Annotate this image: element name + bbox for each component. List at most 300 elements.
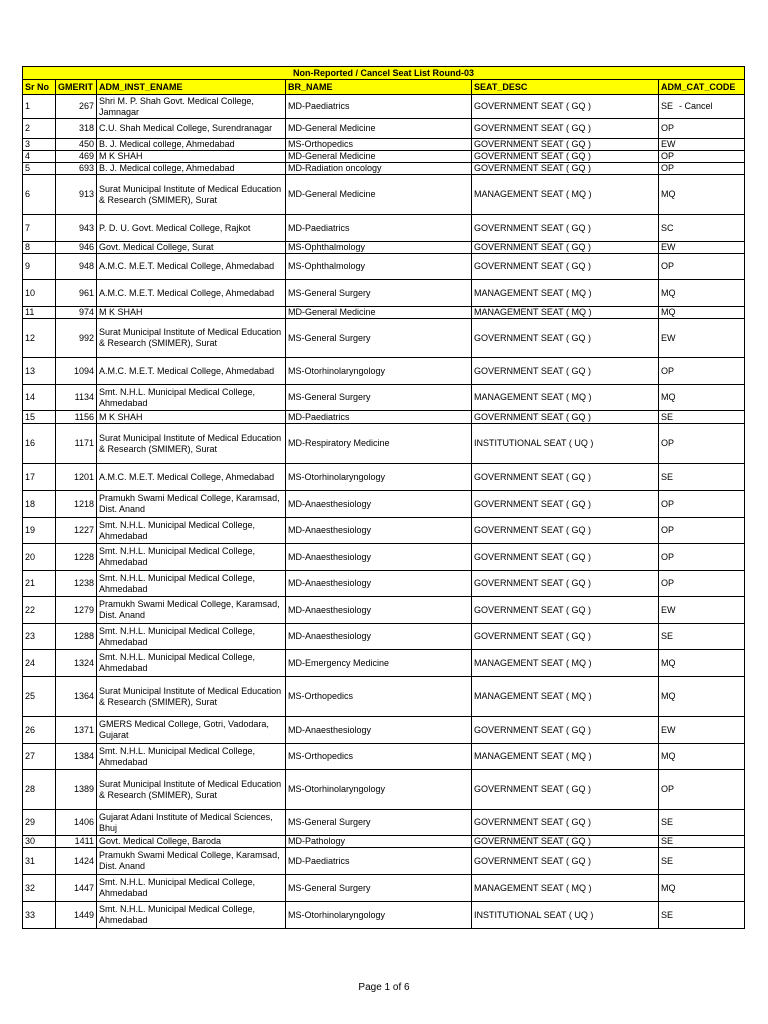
- seat-desc-cell: [472, 677, 659, 717]
- seat-desc-cell: [472, 307, 659, 319]
- institute-cell-text: Surat Municipal Institute of Medical Education & Research (SMIMER), Surat: [99, 327, 282, 348]
- branch-cell-text: MS-General Surgery: [288, 287, 371, 298]
- table-row: [23, 650, 745, 677]
- institute-cell: [97, 215, 286, 242]
- seat-desc-cell-text: GOVERNMENT SEAT ( GQ ): [474, 332, 592, 343]
- branch-cell-text: MD-General Medicine: [288, 189, 376, 199]
- seat-desc-cell-text: MANAGEMENT SEAT ( MQ ): [474, 189, 592, 199]
- gmerit-cell-text: 913: [78, 189, 94, 199]
- col-header-gmerit: GMERIT: [56, 80, 97, 95]
- gmerit-cell: [56, 464, 97, 491]
- table-row: [23, 464, 745, 491]
- branch-cell-text: MD-General Medicine: [288, 123, 376, 133]
- institute-cell: [97, 95, 286, 119]
- sr-no-cell: [23, 744, 56, 770]
- institute-cell-text: A.M.C. M.E.T. Medical College, Ahmedabad: [99, 365, 275, 376]
- table-row: [23, 151, 745, 163]
- sr-no-cell: [23, 491, 56, 518]
- gmerit-cell: [56, 358, 97, 385]
- institute-cell-text: P. D. U. Govt. Medical College, Rajkot: [99, 222, 251, 233]
- institute-cell-text: Surat Municipal Institute of Medical Education & Research (SMIMER), Surat: [99, 778, 282, 800]
- branch-cell: [286, 744, 472, 770]
- category-cell: [659, 464, 745, 491]
- institute-cell-text: Smt. N.H.L. Municipal Medical College, Ahmedabad: [99, 625, 256, 647]
- category-cell-text: OP: [661, 498, 675, 509]
- category-cell: [659, 810, 745, 836]
- sr-no-cell-text: 23: [25, 631, 36, 641]
- seat-desc-cell: [472, 624, 659, 650]
- seat-desc-cell-text: GOVERNMENT SEAT ( GQ ): [474, 261, 592, 271]
- sr-no-cell-text: 22: [25, 604, 36, 615]
- gmerit-cell: [56, 254, 97, 280]
- sr-no-cell: [23, 215, 56, 242]
- category-cell: [659, 175, 745, 215]
- seat-desc-cell: [472, 650, 659, 677]
- branch-cell: [286, 810, 472, 836]
- branch-cell: [286, 280, 472, 307]
- seat-desc-cell: [472, 875, 659, 902]
- gmerit-cell-text: 1288: [73, 631, 94, 641]
- sr-no-cell: [23, 254, 56, 280]
- sr-no-cell: [23, 624, 56, 650]
- category-cell-text: SE: [661, 471, 674, 482]
- category-cell-text: SE: [661, 631, 674, 641]
- table-row: [23, 902, 745, 929]
- branch-cell-text: MS-Otorhinolaryngology: [288, 365, 386, 376]
- institute-cell-text: Smt. N.H.L. Municipal Medical College, Ahmedabad: [99, 519, 256, 541]
- category-cell-text: OP: [661, 551, 675, 562]
- gmerit-cell: [56, 744, 97, 770]
- col-header-sr-no: Sr No: [23, 80, 56, 95]
- sr-no-cell: [23, 411, 56, 424]
- table-row: [23, 119, 745, 139]
- sr-no-cell: [23, 95, 56, 119]
- institute-cell: [97, 744, 286, 770]
- category-cell-text: OP: [661, 365, 675, 376]
- category-cell: [659, 491, 745, 518]
- sr-no-cell: [23, 875, 56, 902]
- category-cell: [659, 597, 745, 624]
- sr-no-cell-text: 20: [25, 551, 36, 562]
- branch-cell-text: MS-Otorhinolaryngology: [288, 471, 386, 482]
- sr-no-cell: [23, 163, 56, 175]
- table-body: [23, 95, 745, 929]
- seat-desc-cell-text: GOVERNMENT SEAT ( GQ ): [474, 163, 592, 173]
- category-cell: [659, 215, 745, 242]
- gmerit-cell: [56, 677, 97, 717]
- category-cell-text: EW: [661, 242, 676, 252]
- table-row: [23, 411, 745, 424]
- seat-desc-cell: [472, 464, 659, 491]
- gmerit-cell-text: 1171: [74, 438, 94, 448]
- institute-cell-text: Smt. N.H.L. Municipal Medical College, Ahmedabad: [99, 745, 256, 767]
- seat-desc-cell: [472, 139, 659, 151]
- gmerit-cell: [56, 597, 97, 624]
- table-row: [23, 717, 745, 744]
- sr-no-cell: [23, 280, 56, 307]
- sr-no-cell-text: 29: [25, 817, 36, 827]
- gmerit-cell-text: 1447: [73, 882, 94, 893]
- institute-cell-text: Gujarat Adani Institute of Medical Sciences, Bhuj: [99, 811, 273, 833]
- table-row: [23, 624, 745, 650]
- sr-no-cell-text: 14: [25, 392, 36, 402]
- gmerit-cell-text: 1389: [73, 784, 94, 794]
- sr-no-cell: [23, 385, 56, 411]
- category-cell: [659, 151, 745, 163]
- branch-cell: [286, 464, 472, 491]
- gmerit-cell-text: 1156: [74, 411, 94, 422]
- institute-cell: [97, 650, 286, 677]
- category-cell-text: OP: [661, 784, 675, 794]
- branch-cell-text: MD-Paediatrics: [288, 855, 350, 866]
- sr-no-cell-text: 3: [25, 139, 31, 149]
- branch-cell-text: MS-General Surgery: [288, 882, 371, 893]
- table-row: [23, 280, 745, 307]
- institute-cell: [97, 319, 286, 358]
- seat-desc-cell-text: GOVERNMENT SEAT ( GQ ): [474, 525, 592, 535]
- branch-cell-text: MS-Orthopedics: [288, 751, 354, 761]
- seat-desc-cell: [472, 319, 659, 358]
- table-row: [23, 163, 745, 175]
- institute-cell-text: Smt. N.H.L. Municipal Medical College, Ahmedabad: [99, 546, 256, 567]
- branch-cell-text: MD-Paediatrics: [288, 222, 350, 233]
- seat-desc-cell: [472, 95, 659, 119]
- category-cell: [659, 677, 745, 717]
- table-row: [23, 848, 745, 875]
- branch-cell: [286, 95, 472, 119]
- gmerit-cell-text: 450: [78, 139, 94, 149]
- sr-no-cell: [23, 424, 56, 464]
- institute-cell: [97, 242, 286, 254]
- gmerit-cell-text: 992: [78, 332, 94, 343]
- table-row: [23, 307, 745, 319]
- gmerit-cell: [56, 717, 97, 744]
- sr-no-cell-text: 28: [25, 784, 36, 794]
- gmerit-cell-text: 1411: [74, 836, 94, 846]
- seat-desc-cell: [472, 744, 659, 770]
- category-cell: [659, 242, 745, 254]
- category-cell: [659, 848, 745, 875]
- seat-desc-cell-text: GOVERNMENT SEAT ( GQ ): [474, 151, 592, 161]
- institute-cell: [97, 875, 286, 902]
- seat-desc-cell-text: INSTITUTIONAL SEAT ( UQ ): [474, 909, 594, 920]
- seat-desc-cell-text: GOVERNMENT SEAT ( GQ ): [474, 551, 592, 562]
- branch-cell-text: MD-Paediatrics: [288, 411, 350, 422]
- branch-cell-text: MD-Anaesthesiology: [288, 724, 372, 735]
- branch-cell: [286, 254, 472, 280]
- gmerit-cell-text: 1228: [73, 551, 94, 562]
- seat-desc-cell-text: GOVERNMENT SEAT ( GQ ): [474, 411, 592, 422]
- seat-desc-cell: [472, 518, 659, 544]
- category-cell-text: OP: [661, 163, 675, 173]
- branch-cell: [286, 163, 472, 175]
- branch-cell-text: MS-Orthopedics: [288, 691, 354, 701]
- institute-cell: [97, 280, 286, 307]
- institute-cell: [97, 424, 286, 464]
- gmerit-cell: [56, 280, 97, 307]
- gmerit-cell-text: 1371: [73, 724, 94, 735]
- category-cell: [659, 358, 745, 385]
- col-header-institute: ADM_INST_ENAME: [97, 80, 286, 95]
- institute-cell-text: Smt. N.H.L. Municipal Medical College, Ahmedabad: [99, 652, 256, 673]
- table-row: [23, 319, 745, 358]
- branch-cell-text: MS-General Surgery: [288, 332, 371, 343]
- institute-cell: [97, 411, 286, 424]
- seat-desc-cell-text: GOVERNMENT SEAT ( GQ ): [474, 784, 592, 794]
- branch-cell-text: MD-Anaesthesiology: [288, 551, 372, 562]
- category-cell: [659, 424, 745, 464]
- branch-cell: [286, 518, 472, 544]
- gmerit-cell-text: 1424: [73, 855, 94, 866]
- institute-cell: [97, 677, 286, 717]
- gmerit-cell-text: 1406: [73, 817, 94, 827]
- gmerit-cell-text: 1094: [73, 365, 94, 376]
- category-cell: [659, 319, 745, 358]
- seat-desc-cell: [472, 770, 659, 810]
- branch-cell: [286, 215, 472, 242]
- institute-cell: [97, 810, 286, 836]
- institute-cell-text: A.M.C. M.E.T. Medical College, Ahmedabad: [99, 471, 275, 482]
- sr-no-cell: [23, 119, 56, 139]
- gmerit-cell: [56, 518, 97, 544]
- branch-cell-text: MS-Ophthalmology: [288, 261, 366, 271]
- table-row: [23, 95, 745, 119]
- category-cell-text: SE: [661, 909, 674, 920]
- sr-no-cell: [23, 650, 56, 677]
- sr-no-cell: [23, 810, 56, 836]
- gmerit-cell-text: 1134: [74, 392, 94, 402]
- branch-cell: [286, 151, 472, 163]
- seat-desc-cell-text: GOVERNMENT SEAT ( GQ ): [474, 471, 592, 482]
- category-cell-text: SE: [661, 817, 674, 827]
- category-cell-text: OP: [661, 261, 675, 271]
- seat-desc-cell: [472, 254, 659, 280]
- gmerit-cell: [56, 571, 97, 597]
- sr-no-cell-text: 11: [25, 307, 35, 317]
- branch-cell: [286, 571, 472, 597]
- institute-cell: [97, 848, 286, 875]
- gmerit-cell-text: 267: [78, 101, 94, 111]
- category-cell-text: MQ: [661, 189, 676, 199]
- branch-cell: [286, 358, 472, 385]
- branch-cell: [286, 491, 472, 518]
- branch-cell-text: MS-Orthopedics: [288, 139, 354, 149]
- category-cell-text: EW: [661, 724, 676, 735]
- sr-no-cell: [23, 175, 56, 215]
- sr-no-cell: [23, 902, 56, 929]
- table-row: [23, 677, 745, 717]
- branch-cell-text: MD-Anaesthesiology: [288, 631, 372, 641]
- sr-no-cell-text: 17: [25, 471, 36, 482]
- gmerit-cell: [56, 491, 97, 518]
- branch-cell: [286, 411, 472, 424]
- sr-no-cell-text: 15: [25, 411, 36, 422]
- sr-no-cell-text: 1: [25, 101, 31, 111]
- seat-desc-cell-text: GOVERNMENT SEAT ( GQ ): [474, 578, 592, 588]
- gmerit-cell: [56, 411, 97, 424]
- gmerit-cell-text: 1384: [73, 751, 94, 761]
- category-cell-text: MQ: [661, 392, 676, 402]
- table-row: [23, 215, 745, 242]
- seat-desc-cell: [472, 848, 659, 875]
- seat-desc-cell-text: MANAGEMENT SEAT ( MQ ): [474, 882, 592, 893]
- category-cell-text: OP: [661, 438, 675, 448]
- category-cell: [659, 307, 745, 319]
- sr-no-cell: [23, 571, 56, 597]
- gmerit-cell: [56, 875, 97, 902]
- category-cell: [659, 544, 745, 571]
- sr-no-cell: [23, 319, 56, 358]
- branch-cell-text: MD-Anaesthesiology: [288, 604, 372, 615]
- category-cell: [659, 385, 745, 411]
- sr-no-cell-text: 12: [25, 332, 36, 343]
- branch-cell: [286, 875, 472, 902]
- gmerit-cell-text: 469: [78, 151, 94, 161]
- institute-cell-text: Pramukh Swami Medical College, Karamsad, Dist. Anand: [99, 599, 280, 620]
- sr-no-cell-text: 21: [25, 578, 36, 588]
- gmerit-cell: [56, 385, 97, 411]
- institute-cell-text: B. J. Medical college, Ahmedabad: [99, 139, 235, 149]
- institute-cell-text: C.U. Shah Medical College, Surendranagar: [99, 123, 273, 133]
- sr-no-cell-text: 6: [25, 189, 31, 199]
- branch-cell: [286, 597, 472, 624]
- institute-cell: [97, 491, 286, 518]
- category-cell: [659, 717, 745, 744]
- branch-cell: [286, 677, 472, 717]
- sr-no-cell: [23, 307, 56, 319]
- gmerit-cell: [56, 770, 97, 810]
- table-row: [23, 770, 745, 810]
- sr-no-cell: [23, 717, 56, 744]
- category-cell: [659, 411, 745, 424]
- gmerit-cell: [56, 848, 97, 875]
- institute-cell-text: Surat Municipal Institute of Medical Education & Research (SMIMER), Surat: [99, 432, 282, 454]
- table-row: [23, 518, 745, 544]
- category-cell-text: SC: [661, 222, 674, 233]
- table-row: [23, 242, 745, 254]
- gmerit-cell: [56, 151, 97, 163]
- seat-desc-cell-text: GOVERNMENT SEAT ( GQ ): [474, 604, 592, 615]
- seat-desc-cell: [472, 424, 659, 464]
- gmerit-cell: [56, 175, 97, 215]
- institute-cell-text: A.M.C. M.E.T. Medical College, Ahmedabad: [99, 261, 275, 271]
- category-cell-text: MQ: [661, 691, 676, 701]
- category-cell-text: OP: [661, 578, 675, 588]
- gmerit-cell: [56, 139, 97, 151]
- gmerit-cell-text: 1449: [73, 909, 94, 920]
- institute-cell-text: Surat Municipal Institute of Medical Education & Research (SMIMER), Surat: [99, 685, 282, 707]
- branch-cell: [286, 139, 472, 151]
- gmerit-cell-text: 693: [78, 163, 94, 173]
- sr-no-cell: [23, 139, 56, 151]
- category-cell: [659, 119, 745, 139]
- category-cell: [659, 163, 745, 175]
- gmerit-cell-text: 974: [78, 307, 94, 317]
- sr-no-cell-text: 2: [25, 123, 31, 133]
- branch-cell: [286, 836, 472, 848]
- institute-cell-text: Pramukh Swami Medical College, Karamsad, Dist. Anand: [99, 493, 280, 514]
- gmerit-cell: [56, 836, 97, 848]
- branch-cell: [286, 624, 472, 650]
- institute-cell: [97, 151, 286, 163]
- seat-desc-cell: [472, 280, 659, 307]
- seat-desc-cell: [472, 358, 659, 385]
- page-number: Page 1 of 6: [358, 982, 410, 993]
- gmerit-cell-text: 1227: [73, 525, 94, 535]
- seat-desc-cell: [472, 385, 659, 411]
- gmerit-cell: [56, 163, 97, 175]
- institute-cell-text: Smt. N.H.L. Municipal Medical College, Ahmedabad: [99, 572, 256, 594]
- seat-desc-cell: [472, 810, 659, 836]
- table-row: [23, 491, 745, 518]
- gmerit-cell-text: 1201: [73, 471, 94, 482]
- institute-cell-text: B. J. Medical college, Ahmedabad: [99, 163, 235, 173]
- sr-no-cell: [23, 597, 56, 624]
- category-cell-text: MQ: [661, 751, 676, 761]
- col-header-branch: BR_NAME: [286, 80, 472, 95]
- institute-cell: [97, 139, 286, 151]
- branch-cell-text: MD-Paediatrics: [288, 101, 350, 111]
- seat-desc-cell-text: GOVERNMENT SEAT ( GQ ): [474, 817, 592, 827]
- sr-no-cell: [23, 151, 56, 163]
- gmerit-cell-text: 946: [78, 242, 94, 252]
- sr-no-cell-text: 26: [25, 724, 36, 735]
- sr-no-cell-text: 33: [25, 909, 36, 920]
- col-header-seat-desc: SEAT_DESC: [472, 80, 659, 95]
- seat-desc-cell: [472, 902, 659, 929]
- seat-desc-cell: [472, 151, 659, 163]
- seat-desc-cell: [472, 544, 659, 571]
- sr-no-cell: [23, 358, 56, 385]
- institute-cell-text: GMERS Medical College, Gotri, Vadodara, Gujarat: [99, 719, 269, 740]
- category-cell-text: SE: [661, 101, 674, 111]
- sr-no-cell-text: 24: [25, 657, 36, 668]
- sr-no-cell: [23, 544, 56, 571]
- branch-cell: [286, 717, 472, 744]
- category-cell: [659, 770, 745, 810]
- table-row: [23, 875, 745, 902]
- seat-desc-cell-text: MANAGEMENT SEAT ( MQ ): [474, 287, 592, 298]
- seat-desc-cell-text: MANAGEMENT SEAT ( MQ ): [474, 392, 592, 402]
- sr-no-cell-text: 30: [25, 836, 36, 846]
- seat-desc-cell-text: GOVERNMENT SEAT ( GQ ): [474, 498, 592, 509]
- seat-desc-cell-text: MANAGEMENT SEAT ( MQ ): [474, 691, 592, 701]
- seat-desc-cell: [472, 571, 659, 597]
- category-cell-text: MQ: [661, 882, 676, 893]
- institute-cell: [97, 385, 286, 411]
- sheet-title: Non-Reported / Cancel Seat List Round-03: [23, 67, 745, 80]
- seat-desc-cell-text: GOVERNMENT SEAT ( GQ ): [474, 836, 592, 846]
- title-row: [23, 67, 745, 80]
- branch-cell: [286, 424, 472, 464]
- institute-cell-text: M K SHAH: [99, 151, 143, 161]
- seat-desc-cell: [472, 836, 659, 848]
- category-cell: [659, 254, 745, 280]
- sr-no-cell: [23, 677, 56, 717]
- table-row: [23, 385, 745, 411]
- institute-cell: [97, 624, 286, 650]
- gmerit-cell-text: 1364: [73, 691, 94, 701]
- branch-cell: [286, 242, 472, 254]
- branch-cell: [286, 902, 472, 929]
- category-cell-text: OP: [661, 123, 675, 133]
- sr-no-cell-text: 32: [25, 882, 36, 893]
- gmerit-cell: [56, 624, 97, 650]
- seat-desc-cell: [472, 242, 659, 254]
- branch-cell: [286, 544, 472, 571]
- institute-cell-text: M K SHAH: [99, 307, 143, 317]
- category-cell-text: OP: [661, 525, 675, 535]
